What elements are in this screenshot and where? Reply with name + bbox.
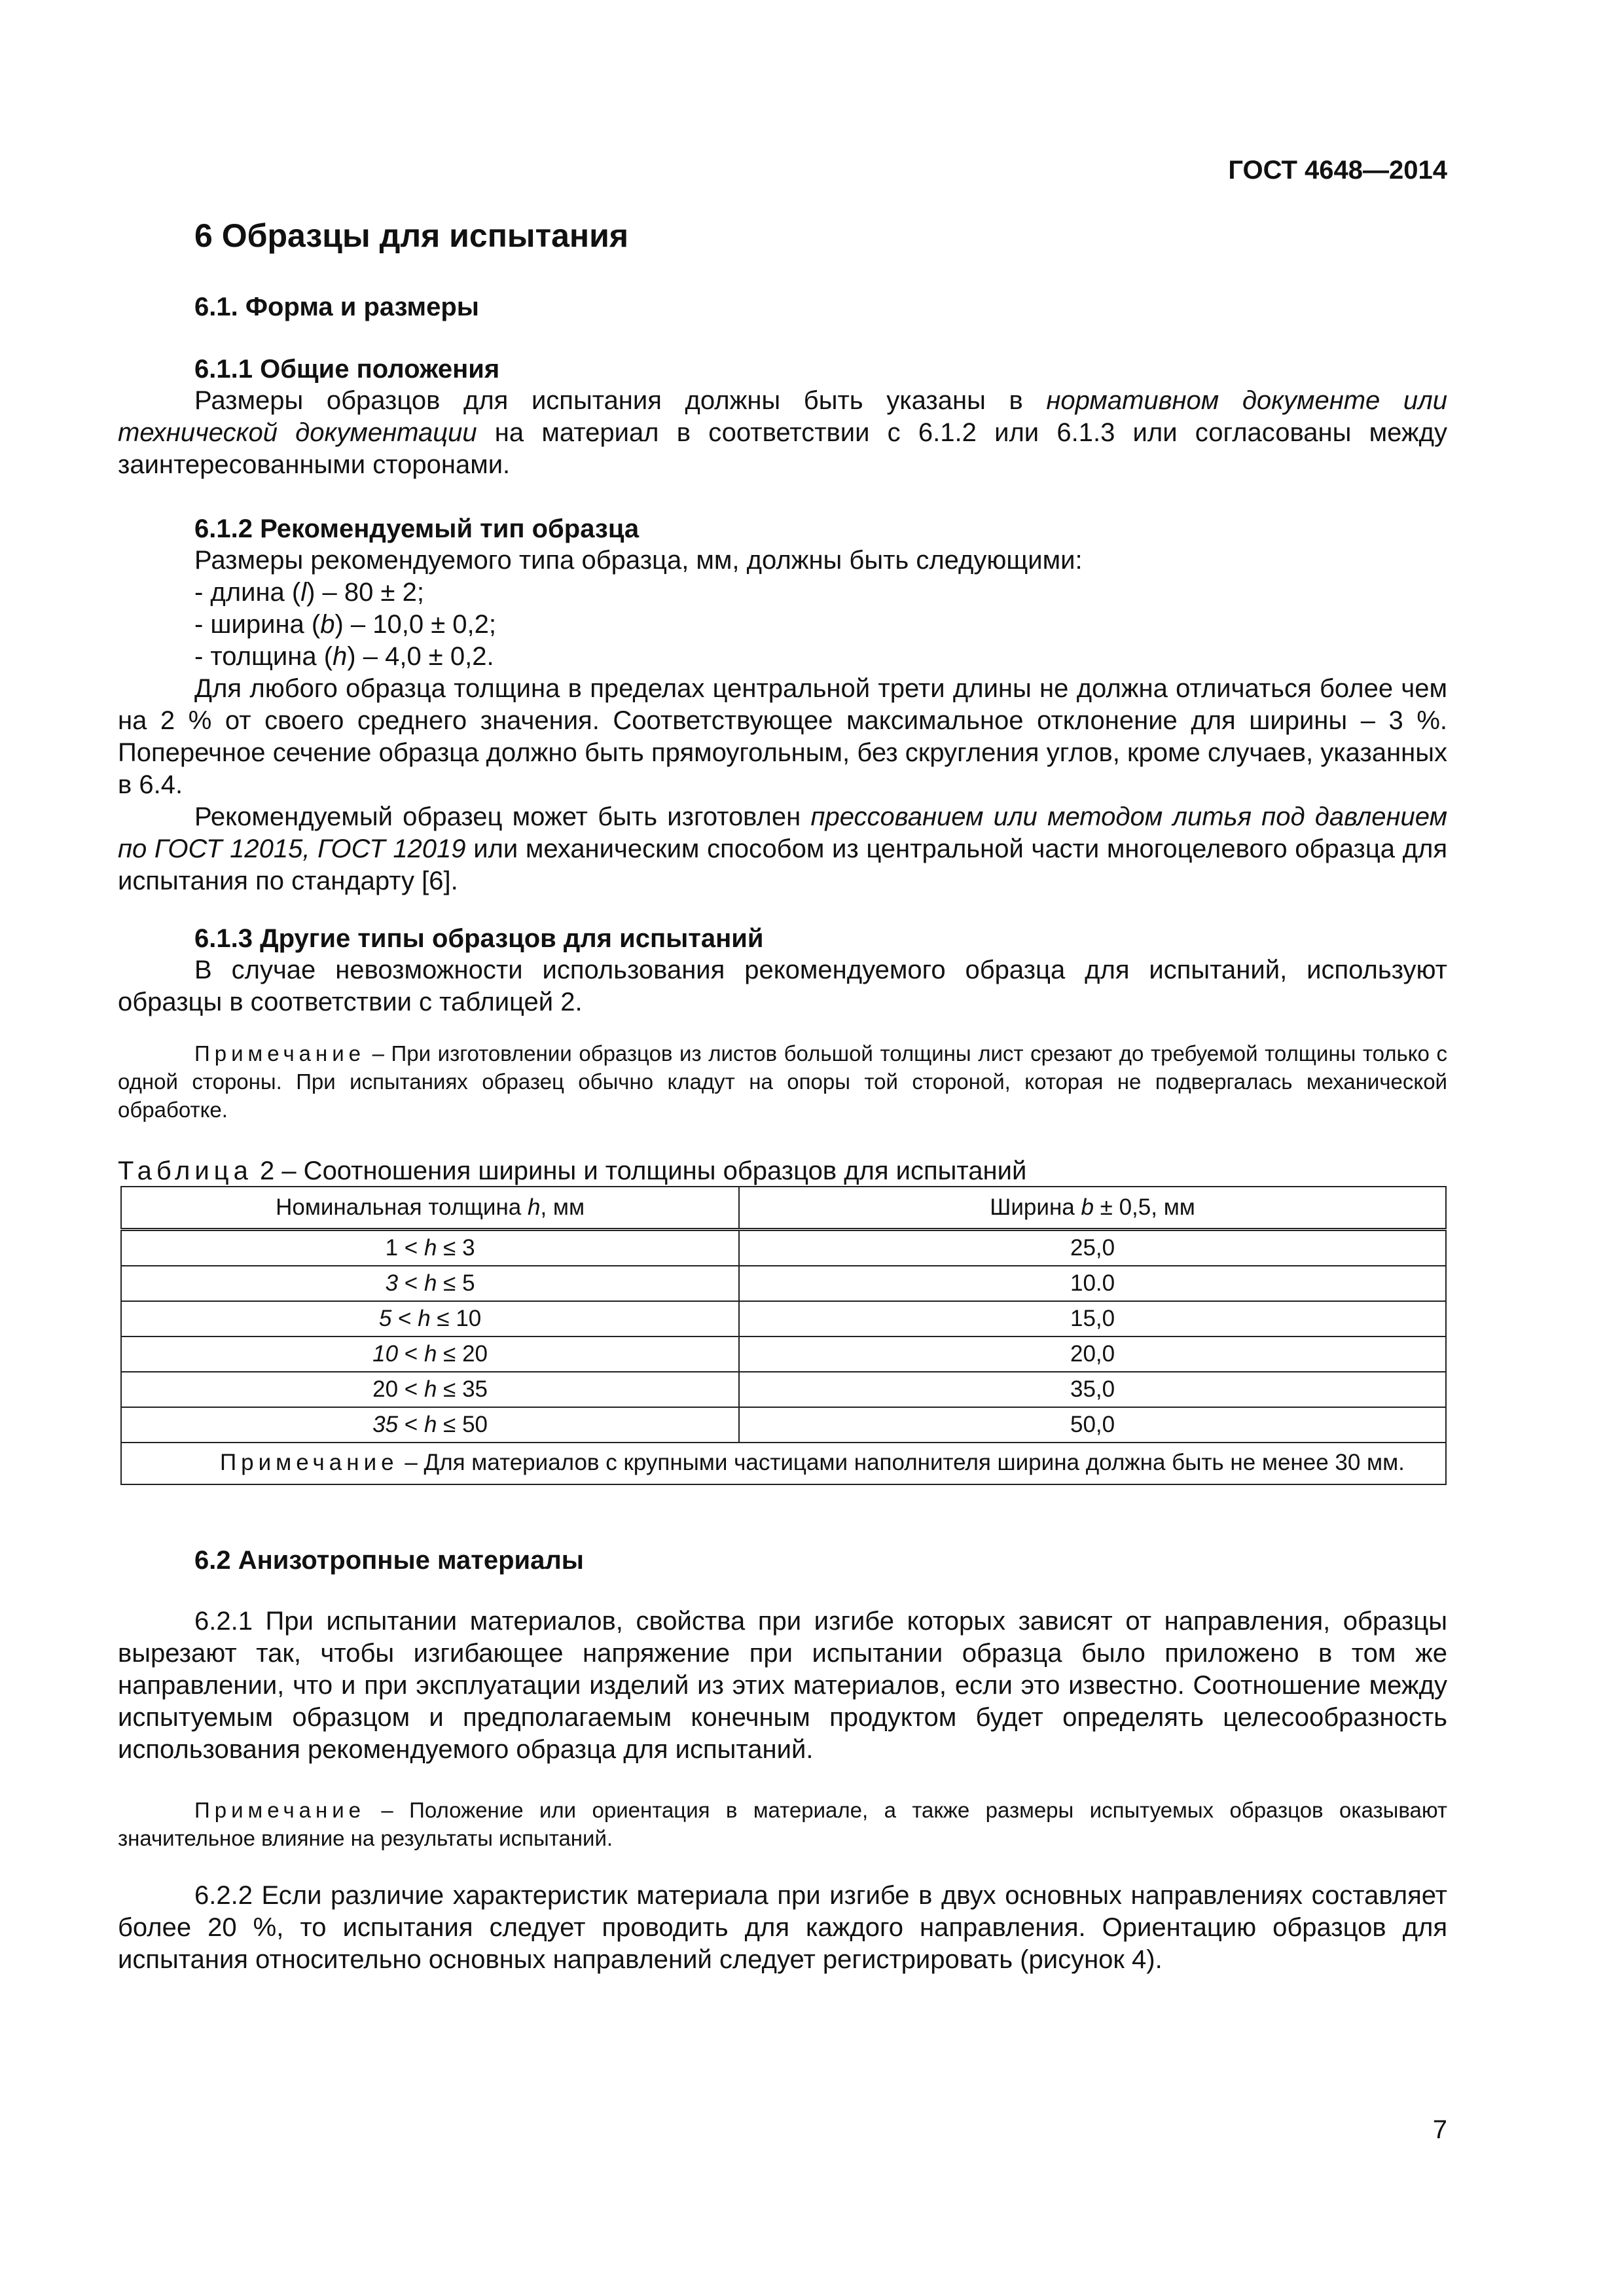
header-width: Ширина b ± 0,5, мм [739,1187,1446,1230]
paragraph-6-1-1: Размеры образцов для испытания должны быть указаны в нормативном документе или технической документации на материал в соответствии с 6.1.2 или 6.1.3 или согласованы между заинтересованными сторонами. [118,386,1447,479]
paragraph-6-2-1: 6.2.1 При испытании материалов, свойства при изгибе которых зависят от направления, образцы вырезают так, чтобы изгибающее напряжение при испытании образца было приложено в том же направлении, что и при эксплуатации изделий из этих материалов, если это известно. Соотношение между испытуемым образцом и предполагаемым конечным продуктом будет определять целесообразность использования рекомендуемого образца для испытаний. [118,1607,1447,1764]
dimension-item-thickness: - толщина (h) – 4,0 ± 0,2. [194,642,494,671]
table-row: 5 < h ≤ 10 15,0 [121,1301,1446,1336]
table-row: 1 < h ≤ 3 25,0 [121,1230,1446,1266]
dimensions-intro: Размеры рекомендуемого типа образца, мм, должны быть следующими: [194,546,1083,575]
thickness-width-table [120,1186,1447,1485]
normative-doc-ref: нормативном документе или технической документации [118,386,1447,447]
subsection-heading-6-1: 6.1. Форма и размеры [194,293,479,321]
dimension-item-width: - ширина (b) – 10,0 ± 0,2; [194,610,497,639]
section-title: 6 Образцы для испытания [194,217,629,254]
paragraph-6-1-2-tolerance: Для любого образца толщина в пределах центральной трети длины не должна отличаться более чем на 2 % от своего среднего значения. Соответствующее максимальное отклонение для ширины – 3 %. Поперечное сечение образца должно быть прямоугольным, без скругления углов, кроме случаев, указанных в 6.4. [118,674,1447,799]
note-label: Примечание [194,1798,366,1822]
document-code: ГОСТ 4648—2014 [1228,156,1447,185]
table-note-row [121,1443,1446,1484]
dimension-item-length: - длина (l) – 80 ± 2; [194,578,424,607]
gost-ref: прессованием или методом литья под давлением по ГОСТ 12015, ГОСТ 12019 [118,802,1447,863]
note-label: Примечание [194,1041,366,1066]
table-row: 35 < h ≤ 50 50,0 [121,1407,1446,1443]
paragraph-6-1-3: В случае невозможности использования рекомендуемого образца для испытаний, используют образцы в соответствии с таблицей 2. [118,956,1447,1016]
header-nominal-thickness: Номинальная толщина h, мм [121,1187,739,1230]
paragraph-6-2-2: 6.2.2 Если различие характеристик материала при изгибе в двух основных направлениях составляет более 20 %, то испытания следует проводить для каждого направления. Ориентацию образцов для испытания относительно основных направлений следует регистрировать (рисунок 4). [118,1881,1447,1974]
table-row: 10 < h ≤ 20 20,0 [121,1336,1446,1372]
note-6-1-3: Примечание – При изготовлении образцов из листов большой толщины лист срезают до требуемой толщины только с одной стороны. При испытаниях образец обычно кладут на опоры той стороной, которая не подвергалась механической обработке. [118,1041,1447,1122]
subsection-heading-6-2: 6.2 Анизотропные материалы [194,1546,584,1575]
table-row: 3 < h ≤ 5 10.0 [121,1266,1446,1301]
table-header-row [121,1187,1446,1230]
subsection-heading-6-1-2: 6.1.2 Рекомендуемый тип образца [194,514,640,543]
table-row: 20 < h ≤ 35 35,0 [121,1372,1446,1407]
paragraph-6-1-2-manufacture: Рекомендуемый образец может быть изготовлен прессованием или методом литья под давлением по ГОСТ 12015, ГОСТ 12019 или механическим способом из центральной части многоцелевого образца для испытания по стандарту [6]. [118,802,1447,895]
subsection-heading-6-1-3: 6.1.3 Другие типы образцов для испытаний [194,924,764,953]
note-6-2: Примечание – Положение или ориентация в материале, а также размеры испытуемых образцов оказывают значительное влияние на результаты испытаний. [118,1798,1447,1850]
page-number: 7 [1432,2115,1447,2144]
subsection-heading-6-1-1: 6.1.1 Общие положения [194,355,500,384]
table-note: Примечание – Для материалов с крупными частицами наполнителя ширина должна быть не менее 30 мм. [121,1443,1446,1484]
table-caption: Таблица 2 – Соотношения ширины и толщины образцов для испытаний [118,1157,1027,1185]
